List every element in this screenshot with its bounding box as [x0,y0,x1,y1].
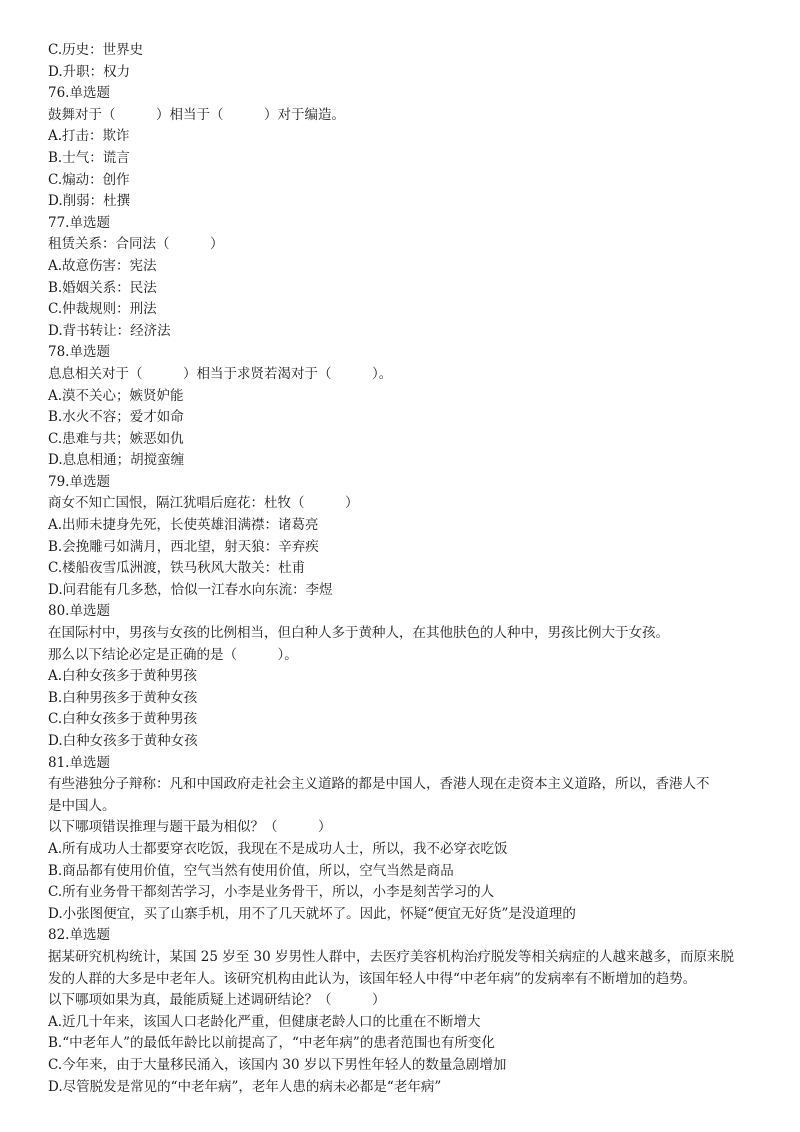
text-line: 商女不知亡国恨，隔江犹唱后庭花：杜牧（ ） [48,495,359,512]
text-line: A.出师未捷身先死，长使英雄泪满襟：诸葛亮 [48,517,319,534]
text-line: 82.单选题 [48,927,110,944]
text-line: 据某研究机构统计，某国 25 岁至 30 岁男性人群中，去医疗美容机构治疗脱发等相关病症的人越来越多，而原来脱 [48,948,735,965]
text-line: 是中国人。 [48,797,116,814]
text-line: D.升职：权力 [48,63,131,80]
text-line: B.水火不容；爱才如命 [48,409,184,426]
text-line: C.白种女孩多于黄种男孩 [48,711,198,728]
text-line: C.历史：世界史 [48,42,144,58]
text-line: 那么以下结论必定是正确的是（ ）。 [48,646,298,663]
text-line: C.仲裁规则：刑法 [48,301,157,318]
text-line: 以下哪项如果为真，最能质疑上述调研结论？（ ） [48,992,386,1009]
text-line: D.问君能有几多愁，恰似一江春水向东流：李煜 [48,581,333,598]
text-line: A.所有成功人士都要穿衣吃饭，我现在不是成功人士，所以，我不必穿衣吃饭 [48,840,508,857]
text-line: D.白种女孩多于黄种女孩 [48,733,198,749]
text-line: D.背书转让：经济法 [48,322,171,339]
text-line: C.患难与共；嫉恶如仇 [48,430,184,447]
text-line: 79.单选题 [48,473,110,490]
text-line: 息息相关对于（ ）相当于求贤若渴对于（ ）。 [48,365,393,382]
text-line: A.白种女孩多于黄种男孩 [48,668,198,685]
text-line: D.尽管脱发是常见的“中老年病”，老年人患的病未必都是“老年病” [48,1078,442,1095]
text-line: B.商品都有使用价值，空气当然有使用价值，所以，空气当然是商品 [48,862,454,879]
text-line: 有些港独分子辩称：凡和中国政府走社会主义道路的都是中国人，香港人现在走资本主义道路，所以，香港人不 [48,776,710,793]
text-line: D.息息相通；胡搅蛮缠 [48,452,185,469]
text-line: 80.单选题 [48,603,110,620]
text-line: C.煽动：创作 [48,171,130,188]
text-line: C.今年来，由于大量移民涌入，该国内 30 岁以下男性年轻人的数量急剧增加 [48,1056,507,1073]
text-line: A.故意伤害：宪法 [48,257,157,274]
text-line: 以下哪项错误推理与题干最为相似？（ ） [48,819,332,836]
text-line: 发的人群的大多是中老年人。该研究机构由此认为，该国年轻人中得“中老年病”的发病率有不断增加的趋势。 [48,970,697,987]
text-line: A.漠不关心；嫉贤妒能 [48,387,184,404]
text-line: B.“中老年人”的最低年龄比以前提高了，“中老年病”的患者范围也有所变化 [48,1035,495,1052]
text-line: B.士气：谎言 [48,149,130,166]
text-line: B.白种男孩多于黄种女孩 [48,689,198,706]
text-line: 在国际村中，男孩与女孩的比例相当，但白种人多于黄种人，在其他肤色的人种中，男孩比例大于女孩。 [48,625,669,642]
text-line: B.会挽雕弓如满月，西北望，射天狼：辛弃疾 [48,538,319,555]
text-line: 77.单选题 [48,214,110,231]
text-line: C.楼船夜雪瓜洲渡，铁马秋风大散关：杜甫 [48,560,306,577]
text-line: C.所有业务骨干都刻苦学习，小李是业务骨干，所以，小李是刻苦学习的人 [48,884,495,901]
text-line: B.婚姻关系：民法 [48,279,157,296]
text-line: A.近几十年来，该国人口老龄化严重，但健康老龄人口的比重在不断增大 [48,1013,481,1030]
text-line: 76.单选题 [48,85,110,102]
text-line: 租赁关系：合同法（ ） [48,236,224,253]
text-line: D.削弱：杜撰 [48,193,131,210]
text-line: 81.单选题 [48,754,110,771]
text-line: 鼓舞对于（ ）相当于（ ）对于编造。 [48,106,345,123]
text-line: 78.单选题 [48,344,110,361]
text-line: A.打击：欺诈 [48,128,130,145]
text-line: D.小张图便宜，买了山寨手机，用不了几天就坏了。因此，怀疑“便宜无好货”是没道理的 [48,905,576,922]
